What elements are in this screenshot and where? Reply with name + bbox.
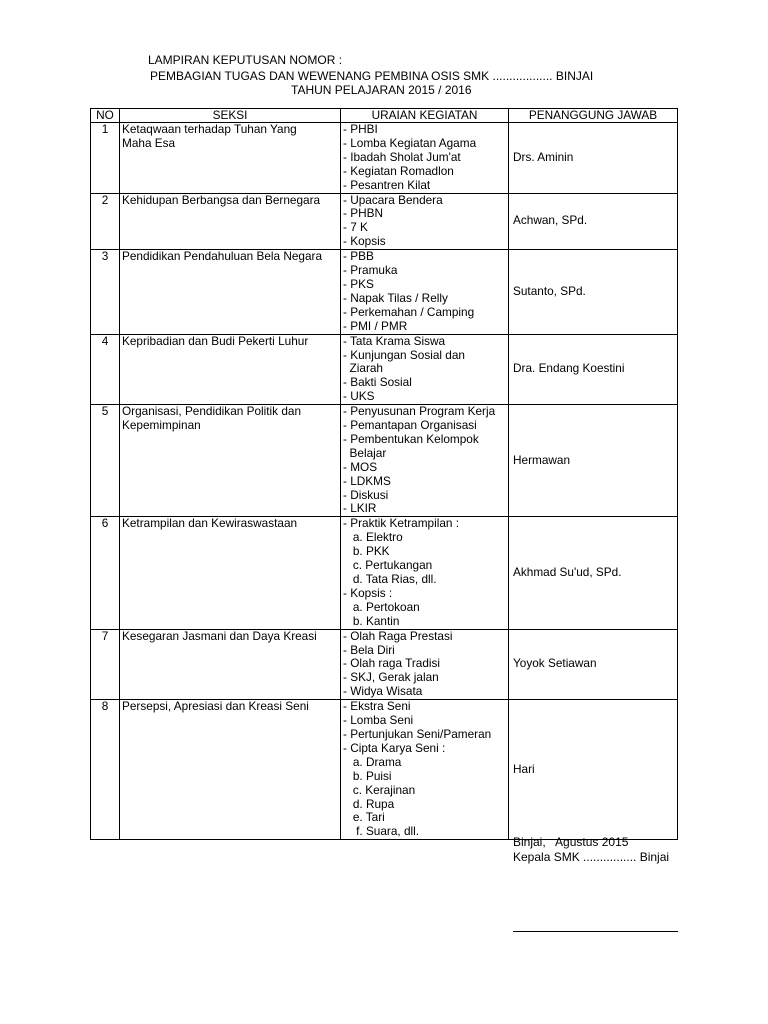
seksi-text: Ketaqwaan terhadap Tuhan Yang — [122, 122, 297, 136]
row-number: 3 — [91, 250, 120, 334]
duty-table — [90, 108, 678, 840]
column-header-no: NO — [91, 109, 120, 123]
row-number: 4 — [91, 334, 120, 405]
activity-item: - Bela Diri — [343, 642, 395, 657]
place-date: Binjai, Agustus 2015 — [513, 835, 629, 849]
table-row — [91, 517, 678, 629]
column-header-penanggung-jawab: PENANGGUNG JAWAB — [509, 109, 678, 123]
seksi-text: Kepribadian dan Budi Pekerti Luhur — [122, 333, 309, 348]
table-row — [91, 700, 678, 840]
seksi-text: Maha Esa — [122, 135, 176, 150]
seksi-cell — [120, 405, 341, 517]
seksi-cell — [120, 193, 341, 250]
activity-item: - UKS — [343, 389, 375, 404]
row-number: 5 — [91, 405, 120, 517]
penanggung-jawab-cell: Drs. Aminin — [509, 123, 678, 194]
row-number: 7 — [91, 629, 120, 700]
table-row — [91, 123, 678, 194]
uraian-kegiatan-cell — [341, 517, 509, 629]
activity-item: - Kopsis : — [343, 585, 393, 600]
uraian-kegiatan-cell — [341, 334, 509, 405]
uraian-kegiatan-cell — [341, 405, 509, 517]
column-header-seksi: SEKSI — [120, 109, 341, 123]
column-header-uraian-kegiatan: URAIAN KEGIATAN — [341, 109, 509, 123]
activity-item: a. Pertokoan — [343, 599, 420, 614]
seksi-text: Ketrampilan dan Kewiraswastaan — [122, 516, 298, 531]
activity-item: a. Drama — [343, 754, 402, 769]
activity-item: a. Elektro — [343, 530, 403, 545]
activity-item: - LKIR — [343, 501, 377, 516]
activity-item: - Penyusunan Program Kerja — [343, 404, 496, 419]
penanggung-jawab-cell: Achwan, SPd. — [509, 193, 678, 250]
signature-line — [513, 931, 678, 932]
penanggung-jawab-cell: Sutanto, SPd. — [509, 250, 678, 334]
seksi-cell — [120, 700, 341, 840]
signatory-position: Kepala SMK ................ Binjai — [513, 850, 670, 864]
row-number: 8 — [91, 700, 120, 840]
activity-item: - Perkemahan / Camping — [343, 304, 475, 319]
activity-item: b. Kantin — [343, 613, 400, 628]
table-row — [91, 334, 678, 405]
activity-item: - Cipta Karya Seni : — [343, 740, 446, 755]
seksi-cell — [120, 517, 341, 629]
activity-item: - 7 K — [343, 220, 368, 235]
activity-item: - Widya Wisata — [343, 684, 423, 699]
seksi-cell — [120, 123, 341, 194]
activity-item: - Diskusi — [343, 487, 389, 502]
document-title-line3: TAHUN PELAJARAN 2015 / 2016 — [291, 83, 472, 97]
activity-item: - Tata Krama Siswa — [343, 333, 446, 348]
seksi-text: Kepemimpinan — [122, 418, 201, 433]
activity-item: - Pemantapan Organisasi — [343, 418, 477, 433]
activity-item: e. Tari — [343, 810, 385, 825]
table-header-row — [91, 109, 678, 123]
document-title-line2: PEMBAGIAN TUGAS DAN WEWENANG PEMBINA OSIS SMK .................. BINJAI — [150, 69, 594, 83]
seksi-text: Organisasi, Pendidikan Politik dan — [122, 404, 302, 419]
seksi-text: Pendidikan Pendahuluan Bela Negara — [122, 249, 323, 264]
activity-item: - Bakti Sosial — [343, 375, 412, 390]
activity-item: d. Tata Rias, dll. — [343, 572, 437, 586]
penanggung-jawab-cell: Yoyok Setiawan — [509, 629, 678, 700]
table-row — [91, 193, 678, 250]
activity-item: c. Kerajinan — [343, 782, 416, 797]
activity-item: - Olah Raga Prestasi — [343, 628, 453, 643]
table-row — [91, 629, 678, 700]
activity-item: c. Pertukangan — [343, 558, 433, 573]
activity-item: - Napak Tilas / Relly — [343, 290, 448, 305]
activity-item: - Ekstra Seni — [343, 699, 411, 714]
penanggung-jawab-cell: Hari — [509, 700, 678, 840]
uraian-kegiatan-cell — [341, 629, 509, 700]
uraian-kegiatan-cell — [341, 123, 509, 194]
seksi-text: Persepsi, Apresiasi dan Kreasi Seni — [122, 699, 309, 714]
activity-item: Belajar — [343, 445, 387, 460]
activity-item: - Olah raga Tradisi — [343, 656, 441, 671]
activity-item: b. PKK — [343, 544, 390, 559]
activity-item: - PHBN — [343, 206, 383, 221]
activity-item: - PMI / PMR — [343, 318, 408, 333]
activity-item: - Pesantren Kilat — [343, 177, 431, 192]
activity-item: - SKJ, Gerak jalan — [343, 670, 439, 685]
seksi-text: Kesegaran Jasmani dan Daya Kreasi — [122, 628, 317, 643]
row-number: 1 — [91, 123, 120, 194]
activity-item: - PBB — [343, 249, 374, 264]
row-number: 2 — [91, 193, 120, 250]
uraian-kegiatan-cell — [341, 193, 509, 250]
table-body — [91, 123, 678, 840]
activity-item: f. Suara, dll. — [343, 824, 420, 839]
activity-item: - Kopsis — [343, 234, 386, 249]
activity-item: - LDKMS — [343, 473, 391, 488]
seksi-text: Kehidupan Berbangsa dan Bernegara — [122, 192, 321, 207]
activity-item: - Pramuka — [343, 263, 398, 278]
document-title-line1: LAMPIRAN KEPUTUSAN NOMOR : — [148, 53, 343, 67]
activity-item: - Kegiatan Romadlon — [343, 163, 454, 178]
activity-item: - Pertunjukan Seni/Pameran — [343, 726, 492, 741]
activity-item: - Kunjungan Sosial dan — [343, 347, 465, 362]
activity-item: d. Rupa — [343, 796, 395, 811]
activity-item: - Upacara Bendera — [343, 192, 443, 207]
seksi-cell — [120, 334, 341, 405]
table-row — [91, 405, 678, 517]
table-row — [91, 250, 678, 334]
activity-item: - PKS — [343, 276, 374, 291]
seksi-cell — [120, 250, 341, 334]
activity-item: - PHBI — [343, 122, 378, 136]
activity-item: - Ibadah Sholat Jum'at — [343, 149, 461, 164]
activity-item: - Lomba Kegiatan Agama — [343, 135, 477, 150]
activity-item: - Praktik Ketrampilan : — [343, 516, 460, 531]
activity-item: - MOS — [343, 459, 378, 474]
seksi-cell — [120, 629, 341, 700]
penanggung-jawab-cell: Akhmad Su'ud, SPd. — [509, 517, 678, 629]
uraian-kegiatan-cell — [341, 250, 509, 334]
penanggung-jawab-cell: Dra. Endang Koestini — [509, 334, 678, 405]
row-number: 6 — [91, 517, 120, 629]
activity-item: - Lomba Seni — [343, 713, 414, 728]
activity-item: - Pembentukan Kelompok — [343, 431, 479, 446]
activity-item: Ziarah — [343, 361, 383, 376]
activity-item: b. Puisi — [343, 768, 392, 783]
penanggung-jawab-cell: Hermawan — [509, 405, 678, 517]
uraian-kegiatan-cell — [341, 700, 509, 840]
